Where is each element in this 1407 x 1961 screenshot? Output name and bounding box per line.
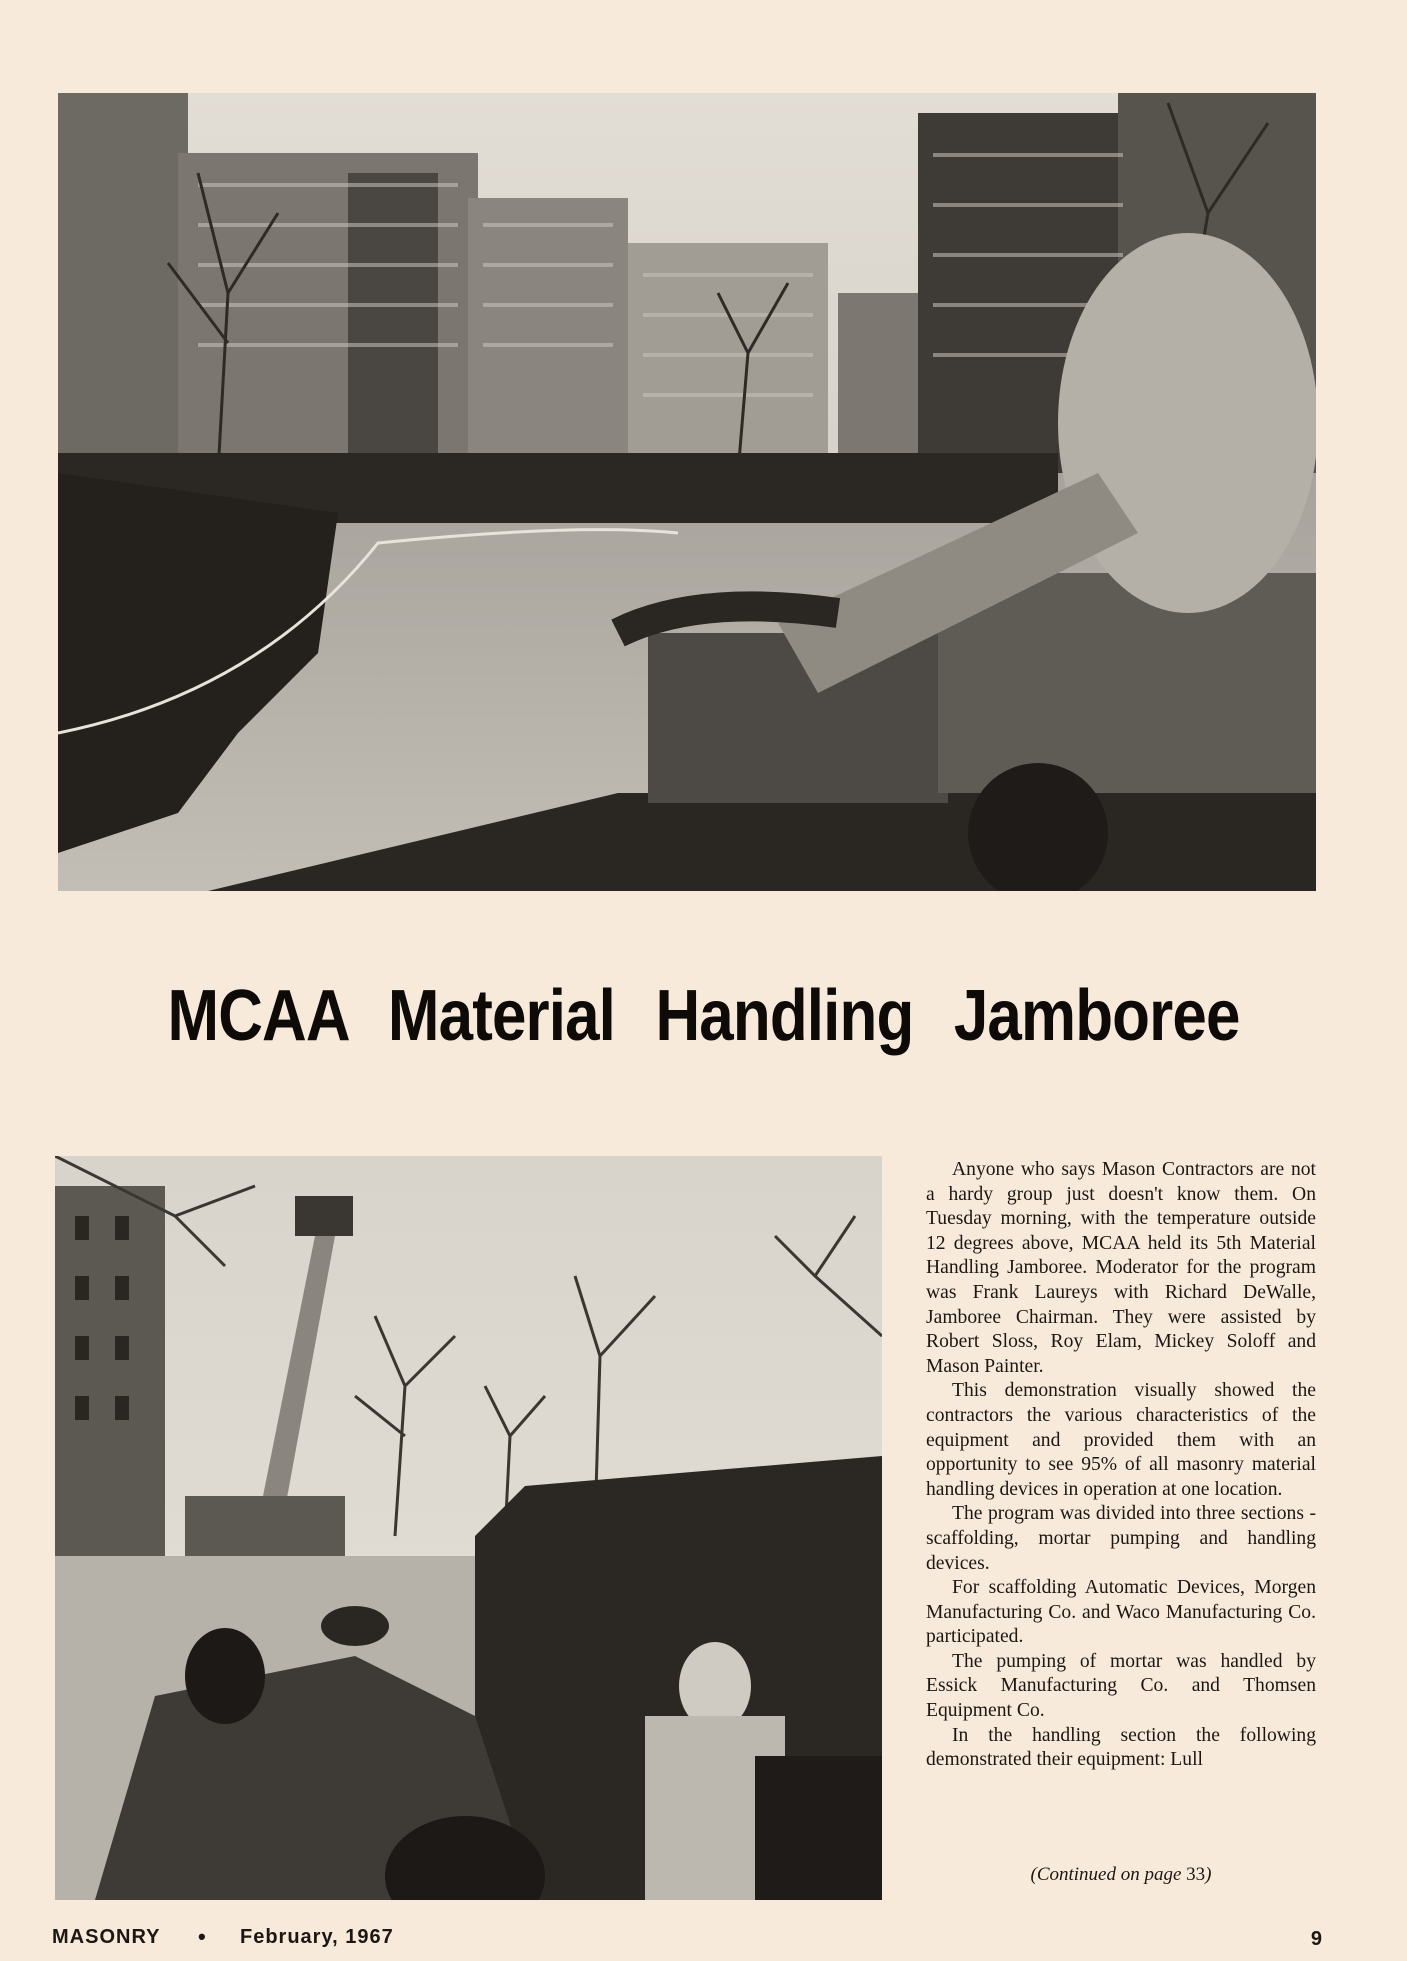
article-paragraph: In the handling section the following demonstrated their equipment: Lull	[926, 1724, 1316, 1771]
article-paragraph: This demonstration visually showed the contractors the various characteristics of the equipment and provided them with an opportunity to see 95% of all masonry material handling devices in operation at one location.	[926, 1380, 1316, 1500]
page-footer	[52, 1926, 1322, 1956]
article-body	[926, 1158, 1316, 1773]
continued-page-number: 33	[1186, 1864, 1206, 1885]
page-number: 9	[1310, 1928, 1322, 1950]
bottom-photo-image	[55, 1156, 882, 1900]
bottom-photo	[55, 1156, 882, 1900]
article-paragraph: The program was divided into three sections - scaffolding, mortar pumping and handling devices.	[926, 1503, 1316, 1574]
headline: MCAA Material Handling Jamboree	[167, 976, 1240, 1056]
issue-date: February, 1967	[240, 1926, 394, 1948]
top-photo-image	[58, 93, 1316, 891]
bullet-separator: •	[198, 1924, 206, 1949]
article-paragraph: Anyone who says Mason Contractors are not a hardy group just doesn't know them. On Tuesday morning, with the temperature outside 12 degrees above, MCAA held its 5th Material Handling Jamboree. Moderator for the program was Frank Laureys with Richard DeWalle, Jamboree Chairman. They were assisted by Robert Sloss, Roy Elam, Mickey Soloff and Mason Painter.	[926, 1159, 1316, 1377]
continued-text: Continued on page	[1036, 1864, 1182, 1885]
top-photo	[58, 93, 1316, 891]
article-paragraph: For scaffolding Automatic Devices, Morgen Manufacturing Co. and Waco Manufacturing Co. participated.	[926, 1577, 1316, 1648]
publication-name: MASONRY	[52, 1926, 161, 1948]
continued-note: (Continued on page 33)	[1030, 1864, 1212, 1885]
article-paragraph: The pumping of mortar was handled by Essick Manufacturing Co. and Thomsen Equipment Co.	[926, 1650, 1316, 1722]
